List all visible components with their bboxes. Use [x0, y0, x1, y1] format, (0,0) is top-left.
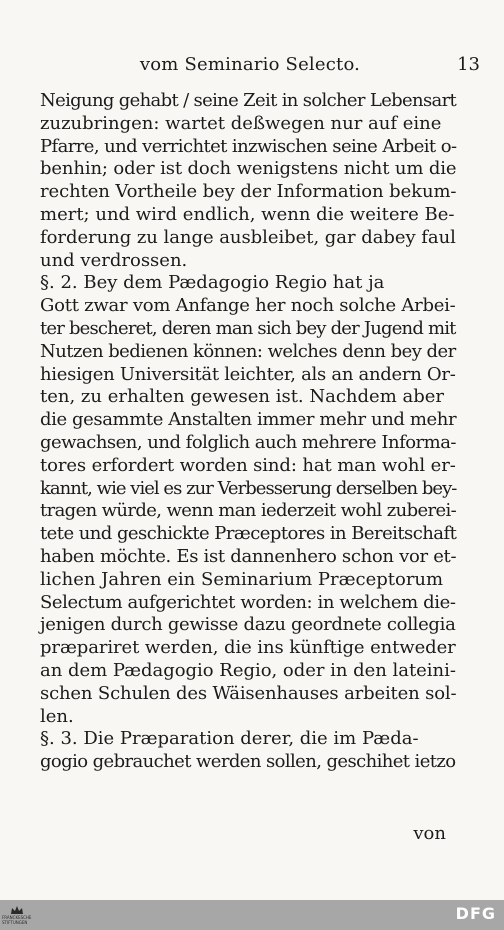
text-line: kannt, wie viel es zur Verbesserung derselben bey- [40, 477, 457, 499]
text-line: Pfarre, und verrichtet inzwischen seine Arbeit o- [40, 135, 457, 157]
page-number: 13 [457, 54, 480, 75]
text-line: §. 3. Die Præparation derer, die im Pæda- [40, 728, 419, 750]
text-line: die gesammte Anstalten immer mehr und mehr [40, 409, 457, 431]
text-line: haben möchte. Es ist dannenhero schon vor et- [40, 545, 457, 567]
text-line: rechten Vortheile bey der Information bekum- [40, 181, 457, 203]
text-line: gewachsen, und folglich auch mehrere Informa- [40, 431, 456, 453]
viewer-footer-bar [0, 900, 504, 930]
page-header [40, 54, 480, 82]
text-line: lichen Jahren ein Seminarium Præceptorum [40, 568, 444, 590]
text-line: præpariret werden, die ins künftige entweder [40, 637, 456, 659]
text-line: forderung zu lange ausbleibet, gar dabey faul [40, 226, 456, 248]
text-line: an dem Pædagogio Regio, oder in den lateini- [40, 659, 456, 681]
text-line: tragen würde, wenn man iederzeit wohl zuberei- [40, 500, 457, 522]
text-line: tete und geschickte Præceptores in Bereitschaft [40, 523, 457, 545]
crown-icon [10, 905, 24, 915]
text-line: Gott zwar vom Anfange her noch solche Arbei- [40, 295, 456, 317]
text-line: tores erfordert worden sind: hat man wohl er- [40, 454, 456, 476]
text-line: Nutzen bedienen können: welches denn bey der [40, 340, 456, 362]
text-line: len. [40, 705, 74, 727]
running-head: vom Seminario Selecto. [139, 54, 361, 75]
text-line: und verdrossen. [40, 249, 188, 271]
text-line: jenigen durch gewisse dazu geordnete collegia [40, 614, 456, 636]
text-line: Selectum aufgerichtet worden: in welchem die- [40, 591, 456, 613]
logo-text: FRANCKESCHE STIFTUNGEN [2, 915, 32, 925]
catchword: von [413, 823, 446, 844]
text-line: benhin; oder ist doch wenigstens nicht um die [40, 158, 457, 180]
franckesche-stiftungen-logo [2, 902, 32, 928]
body-text [40, 90, 456, 774]
text-line: schen Schulen des Wäisenhauses arbeiten sol- [40, 682, 457, 704]
text-line: Neigung gehabt / seine Zeit in solcher Lebensart [40, 90, 457, 111]
text-line: gogio gebrauchet werden sollen, geschihet ietzo [40, 751, 456, 773]
text-line: zuzubringen: wartet deßwegen nur auf eine [40, 112, 442, 134]
text-line: §. 2. Bey dem Pædagogio Regio hat ja [40, 272, 385, 294]
dfg-logo: DFG [455, 904, 496, 923]
text-line: hiesigen Universität leichter, als an andern Or- [40, 363, 456, 385]
text-line: ten, zu erhalten gewesen ist. Nachdem aber [40, 386, 444, 408]
text-line: ter bescheret, deren man sich bey der Jugend mit [40, 317, 456, 339]
text-line: mert; und wird endlich, wenn die weitere Be- [40, 203, 455, 225]
